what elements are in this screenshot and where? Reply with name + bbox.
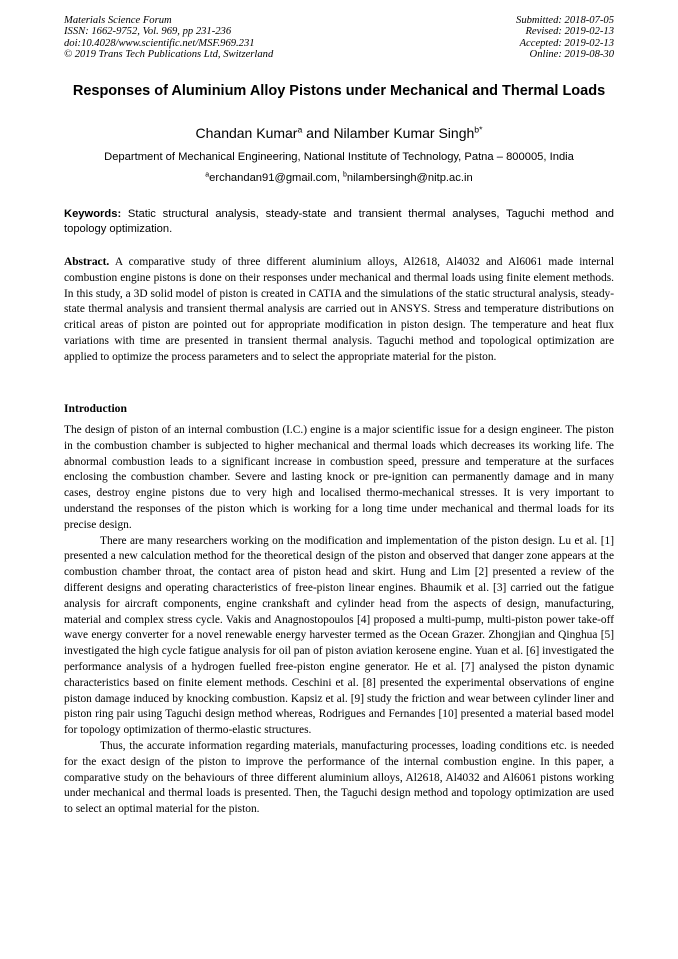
introduction-body xyxy=(64,423,614,818)
author-conjunction: and xyxy=(302,125,334,141)
journal-name: Materials Science Forum xyxy=(64,15,172,26)
introduction-heading: Introduction xyxy=(64,402,127,415)
intro-paragraph-2: There are many researchers working on the modification and implementation of the piston design. Lu et al. [1] presented a new calculation method for the theoretical design of the piston and observed that danger zone appears at the combustion chamber throat, the contact area of piston head and skirt. Hung and Lim [2] presented a review of the different designs and operating characteristics of free-piston linear engines. Bhaumik et al. [3] carried out the fatigue analysis for aircraft components, engine crankshaft and cylinder head from the aspects of design, manufacturing, material and complex stress cycle. Vakis and Anagnostopoulos [4] proposed a multi-pump, multi-piston power take-off wave energy converter for a novel renewable energy harvester termed as the Ocean Grazer. Zhongjian and Qinghua [5] investigated the high cycle fatigue analysis for oil pan of piston aviation kerosene engine. Yuan et al. [6] investigated the performance analysis of a hydrogen fuelled free-piston engine generator. He et al. [7] analysed the piston dynamic characteristics based on finite element methods. Ceschini et al. [8] presented the experimental observations of engine piston damage induced by knocking combustion. Kapsiz et al. [9] study the friction and wear between cylinder liner and piston ring pair using Taguchi design method whereas, Rodrigues and Fernandes [10] presented a material based model for topology optimization of thermo-elastic structures. xyxy=(64,534,614,737)
doi-line: doi:10.4028/www.scientific.net/MSF.969.231 xyxy=(64,37,255,49)
email-a: erchandan91@gmail.com xyxy=(209,172,337,184)
author-2: Nilamber Kumar Singh xyxy=(333,125,475,141)
keywords-text: Static structural analysis, steady-state and transient thermal analyses, Taguchi method and topology optimization. xyxy=(64,208,614,235)
abstract-label: Abstract. xyxy=(64,256,110,268)
keywords-label: Keywords: xyxy=(64,208,122,220)
email-b-mark: b xyxy=(343,171,347,179)
revised-date: Revised: 2019-02-13 xyxy=(525,26,614,38)
submitted-date: Submitted: 2018-07-05 xyxy=(516,15,614,26)
email-separator: , xyxy=(336,172,344,184)
intro-paragraph-3: Thus, the accurate information regarding materials, manufacturing processes, loading conditions etc. is needed for the exact design of the piston to improve the performance of the internal combustion engine. In this paper, a comparative study on the behaviours of three different aluminium alloys, Al2618, Al4032 and Al6061 pistons working under mechanical and thermal loads is presented. Then, the Taguchi design method and topology optimization are used to select an optimal material for the piston. xyxy=(64,739,614,816)
email-b: nilambersingh@nitp.ac.in xyxy=(346,172,473,184)
email-line xyxy=(64,172,614,185)
author-1-affil-mark: a xyxy=(297,124,303,135)
intro-paragraph-1: The design of piston of an internal combustion (I.C.) engine is a major scientific issue for a design engineer. The piston in the combustion chamber is subjected to higher mechanical and thermal loads which decreases its working life. The abnormal combustion leads to a significant increase in combustion speed, pressure and temperature at the surfaces enclosing the combustion chamber. Severe and lasting knock or pre-ignition can permanently damage and in many cases, destroy engine pistons due to very high and localised thermo-mechanical stresses. It is very important to understand the responses of the piston which is working for a long time under mechanical and thermal loads for its precise design. xyxy=(64,424,614,531)
journal-header-left xyxy=(64,15,273,61)
accepted-date: Accepted: 2019-02-13 xyxy=(519,37,614,49)
email-a-mark: a xyxy=(205,171,210,179)
online-date: Online: 2019-08-30 xyxy=(529,49,614,61)
paper-title: Responses of Aluminium Alloy Pistons under Mechanical and Thermal Loads xyxy=(72,83,606,99)
copyright-line: © 2019 Trans Tech Publications Ltd, Switzerland xyxy=(64,49,274,61)
issn-line: ISSN: 1662-9752, Vol. 969, pp 231-236 xyxy=(64,26,232,38)
abstract-text: A comparative study of three different aluminium alloys, Al2618, Al4032 and Al6061 made internal combustion engine pistons is done on their responses under mechanical and thermal loads using finite element methods. In this study, a 3D solid model of piston is created in CATIA and the simulations of the static structural analysis, steady-state thermal analysis and transient thermal analysis are carried out in ANSYS. Stress and temperature distributions on critical areas of piston are pointed out for appropriate modification in piston design. The temperature and heat flux variations with time are presented in transient thermal analysis. Taguchi method and topological optimization are applied to optimize the process parameters and to select the appropriate material for the piston. xyxy=(64,256,614,363)
journal-header-right xyxy=(516,15,614,61)
abstract-section xyxy=(64,255,614,366)
affiliation: Department of Mechanical Engineering, National Institute of Technology, Patna – 800005, India xyxy=(104,151,574,163)
author-2-affil-mark: b* xyxy=(474,124,483,135)
author-line xyxy=(64,125,614,141)
keywords-section xyxy=(64,207,614,237)
author-1: Chandan Kumar xyxy=(195,125,298,141)
